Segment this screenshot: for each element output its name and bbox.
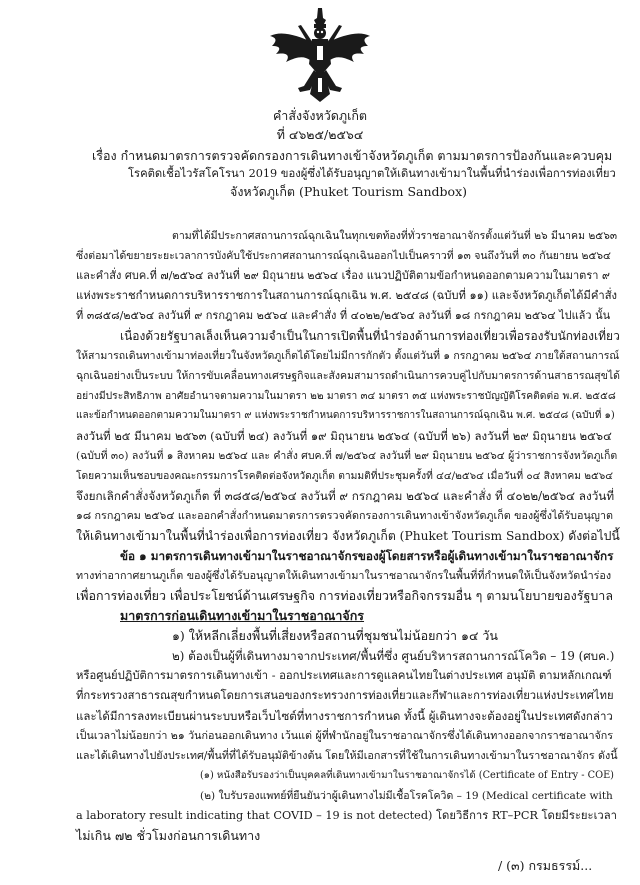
subject-line: จังหวัดภูเก็ต (Phuket Tourism Sandbox) <box>230 184 468 199</box>
subject-line: โรคติดเชื้อไวรัสโคโรนา 2019 ของผู้ซึ่งได้รับอนุญาตให้เดินทางเข้ามาในพื้นที่นำร่องเพื่อการท่องเที่ยว <box>128 167 616 180</box>
order-number: ที่ ๔๖๒๕/๒๕๖๔ <box>276 127 364 142</box>
paragraph-line: ๑๘ กรกฎาคม ๒๕๖๔ และออกคำสั่งกำหนดมาตรการตรวจคัดกรองการเดินทางเข้าจังหวัดภูเก็ต ของผู้ซึ่งได้รับอนุญาต <box>76 509 613 522</box>
paragraph-line: ที่กระทรวงสาธารณสุขกำหนดโดยการเสนอของกระทรวงการท่องเที่ยวและกีฬาและการท่องเที่ยวแห่งประเทศไทย <box>76 689 614 702</box>
paragraph-line: จึงยกเลิกคำสั่งจังหวัดภูเก็ต ที่ ๓๘๕๘/๒๕๖๔ ลงวันที่ ๙ กรกฎาคม ๒๕๖๔ และคำสั่ง ที่ ๔๐๒๒/๒๕๖๔ ลงวันที่ <box>76 489 615 503</box>
paragraph-line: แห่งพระราชกำหนดการบริหารราชการในสถานการณ์ฉุกเฉิน พ.ศ. ๒๕๔๘ (ฉบับที่ ๑๑) และจังหวัดภูเก็ตได้มีคำสั่ง <box>76 289 618 302</box>
paragraph-line: ทางท่าอากาศยานภูเก็ต ของผู้ซึ่งได้รับอนุญาตให้เดินทางเข้ามาในราชอาณาจักรในพื้นที่ที่กำหนดให้เป็นจังหวัดนำร่อง <box>76 569 612 582</box>
paragraph-line: เป็นเวลาไม่น้อยกว่า ๒๑ วันก่อนออกเดินทาง เว้นแต่ ผู้ที่พำนักอยู่ในราชอาณาจักรซึ่งได้เดินทางออกจากราชอาณาจักร <box>76 729 614 742</box>
paragraph-line: ให้เดินทางเข้ามาในพื้นที่นำร่องเพื่อการท่องเที่ยว จังหวัดภูเก็ต (Phuket Tourism Sandbox) ดังต่อไปนี้ <box>76 529 620 543</box>
paragraph-line: ไม่เกิน ๗๒ ชั่วโมงก่อนการเดินทาง <box>76 828 261 843</box>
list-item: ๒) ต้องเป็นผู้ที่เดินทางมาจากประเทศ/พื้นที่ซึ่ง ศูนย์บริหารสถานการณ์โควิด – 19 (ศบค.) <box>172 649 615 663</box>
page-continuation: / (๓) กรมธรรม์... <box>498 858 593 873</box>
list-subitem: (๒) ใบรับรองแพทย์ที่ยืนยันว่าผู้เดินทางไม่มีเชื้อโรคโควิด – 19 (Medical certificate with <box>200 790 613 802</box>
paragraph-line: และข้อกำหนดออกตามความในมาตรา ๙ แห่งพระราชกำหนดการบริหารราชการในสถานการณ์ฉุกเฉิน พ.ศ. ๒๕๔๘ (ฉบับที่ ๑) <box>76 410 615 421</box>
paragraph-line: (ฉบับที่ ๓๐) ลงวันที่ ๑ สิงหาคม ๒๕๖๔ และ คำสั่ง ศบค.ที่ ๗/๒๕๖๔ ลงวันที่ ๒๙ มิถุนายน ๒๕๖๔ ผู้ว่าราชการจังหวัดภูเก็ต <box>76 450 618 462</box>
paragraph-line: เนื่องด้วยรัฐบาลเล็งเห็นความจำเป็นในการเปิดพื้นที่นำร่องด้านการท่องเที่ยวเพื่อรองรับนักท่องเที่ยว <box>120 329 620 343</box>
paragraph-line: โดยความเห็นชอบของคณะกรรมการโรคติดต่อจังหวัดภูเก็ต ตามมติที่ประชุมครั้งที่ ๔๔/๒๕๖๔ เมื่อวันที่ ๐๔ สิงหาคม ๒๕๖๔ <box>76 470 614 482</box>
list-subitem: (๑) หนังสือรับรองว่าเป็นบุคคลที่เดินทางเข้ามาในราชอาณาจักรได้ (Certificate of Entry - COE) <box>200 770 614 781</box>
paragraph-line: a laboratory result indicating that COVID – 19 is not detected) โดยวิธีการ RT–PCR โดยมีระยะเวลา <box>76 809 617 822</box>
paragraph-line: ตามที่ได้มีประกาศสถานการณ์ฉุกเฉินในทุกเขตท้องที่ทั่วราชอาณาจักรตั้งแต่วันที่ ๒๖ มีนาคม ๒๕๖๓ <box>172 230 618 242</box>
paragraph-line: อย่างมีประสิทธิภาพ อาศัยอำนาจตามความในมาตรา ๒๒ มาตรา ๓๔ มาตรา ๓๕ แห่งพระราชบัญญัติโรคติดต่อ พ.ศ. ๒๕๕๘ <box>76 390 616 402</box>
list-item: ๑) ให้หลีกเลี่ยงพื้นที่เสี่ยงหรือสถานที่ชุมชนไม่น้อยกว่า ๑๔ วัน <box>172 628 498 643</box>
paragraph-line: ฉุกเฉินอย่างเป็นระบบ ให้การขับเคลื่อนทางเศรษฐกิจและสังคมสามารถดำเนินการควบคู่ไปกับมาตรการด้านสาธารณสุขได้ <box>76 370 620 382</box>
paragraph-line: ที่ ๓๘๕๘/๒๕๖๔ ลงวันที่ ๙ กรกฎาคม ๒๕๖๔ และคำสั่ง ที่ ๔๐๒๒/๒๕๖๔ ลงวันที่ ๑๘ กรกฎาคม ๒๕๖๔ ไปแล้ว นั้น <box>76 309 611 322</box>
paragraph-line: ให้สามารถเดินทางเข้ามาท่องเที่ยวในจังหวัดภูเก็ตได้โดยไม่มีการกักตัว ตั้งแต่วันที่ ๑ กรกฎาคม ๒๕๖๔ ภายใต้สถานการณ์ <box>76 350 620 362</box>
article-heading: ข้อ ๑ มาตรการเดินทางเข้ามาในราชอาณาจักรของผู้โดยสารหรือผู้เดินทางเข้ามาในราชอาณาจักร <box>120 549 614 563</box>
paragraph-line: และได้เดินทางไปยังประเทศ/พื้นที่ที่ได้รับอนุมัติข้างต้น โดยให้มีเอกสารที่ใช้ในการเดินทางเข้ามาในราชอาณาจักร ดังนี้ <box>76 749 618 762</box>
subject-line: เรื่อง กำหนดมาตรการตรวจคัดกรองการเดินทางเข้าจังหวัดภูเก็ต ตามมาตรการป้องกันและควบคุม <box>92 148 613 163</box>
order-title: คำสั่งจังหวัดภูเก็ต <box>272 108 368 123</box>
paragraph-line: เพื่อการท่องเที่ยว เพื่อประโยชน์ด้านเศรษฐกิจ การท่องเที่ยวหรือกิจกรรมอื่น ๆ ตามนโยบายของรัฐบาล <box>76 588 613 603</box>
paragraph-line: หรือศูนย์ปฏิบัติการมาตรการเดินทางเข้า - ออกประเทศและการดูแลคนไทยในต่างประเทศ อนุมัติ ตามหลักเกณฑ์ <box>76 669 612 682</box>
paragraph-line: ลงวันที่ ๒๕ มีนาคม ๒๕๖๓ (ฉบับที่ ๒๔) ลงวันที่ ๑๙ มิถุนายน ๒๕๖๔ (ฉบับที่ ๒๖) ลงวันที่ ๒๙ มิถุนายน ๒๕๖๔ <box>76 429 612 443</box>
paragraph-line: และได้มีการลงทะเบียนผ่านระบบหรือเว็บไซต์ที่ทางราชการกำหนด ทั้งนี้ ผู้เดินทางจะต้องอยู่ในประเทศดังกล่าว <box>76 709 613 723</box>
paragraph-line: และคำสั่ง ศบค.ที่ ๗/๒๕๖๔ ลงวันที่ ๒๙ มิถุนายน ๒๕๖๔ เรื่อง แนวปฏิบัติตามข้อกำหนดออกตามความในมาตรา ๙ <box>76 269 610 282</box>
garuda-emblem-icon <box>268 6 372 104</box>
paragraph-line: ซึ่งต่อมาได้ขยายระยะเวลาการบังคับใช้ประกาศสถานการณ์ฉุกเฉินออกไปเป็นคราวที่ ๑๓ จนถึงวันที่ ๓๐ กันยายน ๒๕๖๔ <box>76 250 611 262</box>
section-subheading: มาตรการก่อนเดินทางเข้ามาในราชอาณาจักร <box>120 608 365 623</box>
